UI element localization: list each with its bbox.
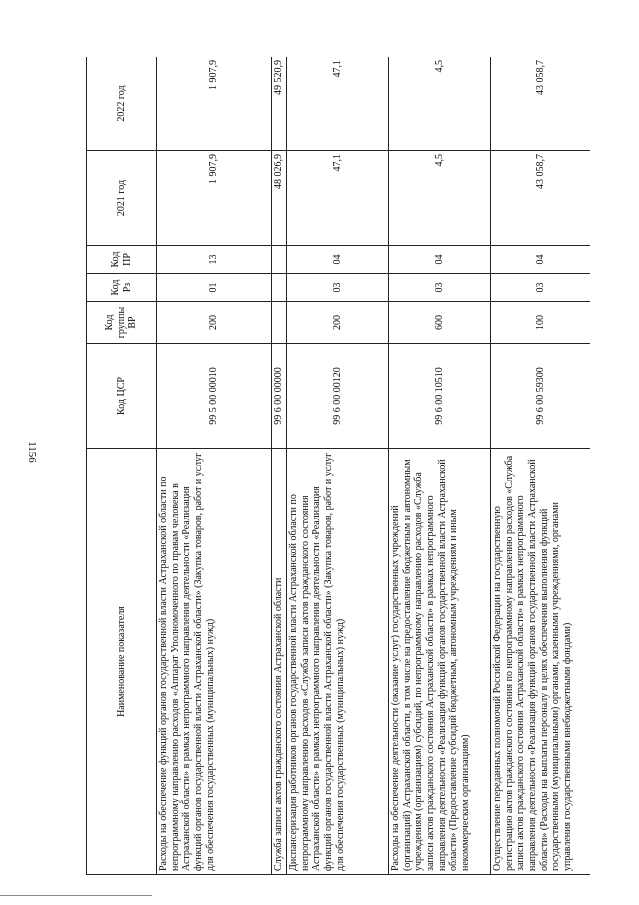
row-csr: 99 6 00 00000: [272, 344, 287, 449]
table-row: [491, 57, 591, 875]
header-name: Наименование показателя: [87, 449, 157, 875]
row-csr: 99 6 00 00120: [287, 344, 389, 449]
budget-table: [86, 57, 590, 875]
row-pr: 04: [287, 246, 389, 274]
row-vr: 600: [389, 302, 491, 344]
table-header-row: [87, 57, 157, 875]
row-rz: 01: [157, 274, 272, 302]
row-name: Расходы на обеспечение функций органов государственной власти Астраханской области по непрограммному направлению расходов «Аппарат Уполномоченного по правам человека в Астраханской области» в рамках непрограммного направления деятельности «Реализация функций органов государственной власти Астраханской области» (Закупка товаров, работ и услуг для обеспечения государственных (муниципальных) нужд): [157, 449, 272, 875]
row-2021: 4,5: [389, 151, 491, 246]
row-name: Расходы на обеспечение деятельности (оказание услуг) государственных учреждений (организаций) Астраханской области, в том числе на предоставление бюджетным и автономным учреждениям (организациям) субсидий, по непрограммному направлению расходов «Служба записи актов гражданского состояния Астраханской области» в рамках непрограммного направления деятельности «Реализация функций органов государственной власти Астраханской области» (Предоставление субсидий бюджетным, автономным учреждениям и иным некоммерческим организациям): [389, 449, 491, 875]
row-vr: 200: [287, 302, 389, 344]
row-csr: 99 6 00 59300: [491, 344, 591, 449]
row-2021: 1 907,9: [157, 151, 272, 246]
rotated-page-area: [86, 57, 590, 875]
table-row: [389, 57, 491, 875]
row-2021: 48 026,9: [272, 151, 287, 246]
row-name: Осуществление переданных полномочий Российской Федерации на государственную регистрацию актов гражданского состояния по непрограммному направлению расходов «Служба записи актов гражданского состояния Астраханской области» в рамках непрограммного направления деятельности «Реализация функций органов государственной власти Астраханской области» (Расходы на выплаты персоналу в целях обеспечения выполнения функций государственными (муниципальными) органами, казенными учреждениями, органами управления государственными внебюджетными фондами): [491, 449, 591, 875]
row-rz: 03: [389, 274, 491, 302]
header-pr: Код ПР: [87, 246, 157, 274]
row-2022: 49 520,9: [272, 57, 287, 151]
row-pr: [272, 246, 287, 274]
table-row: [287, 57, 389, 875]
row-vr: [272, 302, 287, 344]
header-vr: Код группы ВР: [87, 302, 157, 344]
row-2022: 4,5: [389, 57, 491, 151]
row-2022: 47,1: [287, 57, 389, 151]
row-2021: 47,1: [287, 151, 389, 246]
rotated-table-container: [86, 57, 590, 875]
row-vr: 200: [157, 302, 272, 344]
header-csr: Код ЦСР: [87, 344, 157, 449]
header-2021: 2021 год: [87, 151, 157, 246]
table-row: [272, 57, 287, 875]
row-vr: 100: [491, 302, 591, 344]
row-pr: 04: [491, 246, 591, 274]
row-rz: 03: [491, 274, 591, 302]
header-2022: 2022 год: [87, 57, 157, 151]
row-name: Служба записи актов гражданского состояния Астраханской области: [272, 449, 287, 875]
row-2022: 1 907,9: [157, 57, 272, 151]
row-name: Диспансеризация работников органов государственной власти Астраханской области по непрограммному направлению расходов «Служба записи актов гражданского состояния Астраханской области» в рамках непрограммного направления деятельности «Реализация функций органов государственной власти Астраханской области» (Закупка товаров, работ и услуг для обеспечения государственных (муниципальных) нужд): [287, 449, 389, 875]
table-row: [157, 57, 272, 875]
row-rz: [272, 274, 287, 302]
page-number: 1156: [26, 441, 38, 463]
row-2022: 43 058,7: [491, 57, 591, 151]
row-csr: 99 5 00 00010: [157, 344, 272, 449]
row-rz: 03: [287, 274, 389, 302]
row-pr: 04: [389, 246, 491, 274]
row-pr: 13: [157, 246, 272, 274]
header-rz: Код Рз: [87, 274, 157, 302]
row-csr: 99 6 00 10510: [389, 344, 491, 449]
row-2021: 43 058,7: [491, 151, 591, 246]
footer-rule: [0, 895, 152, 896]
